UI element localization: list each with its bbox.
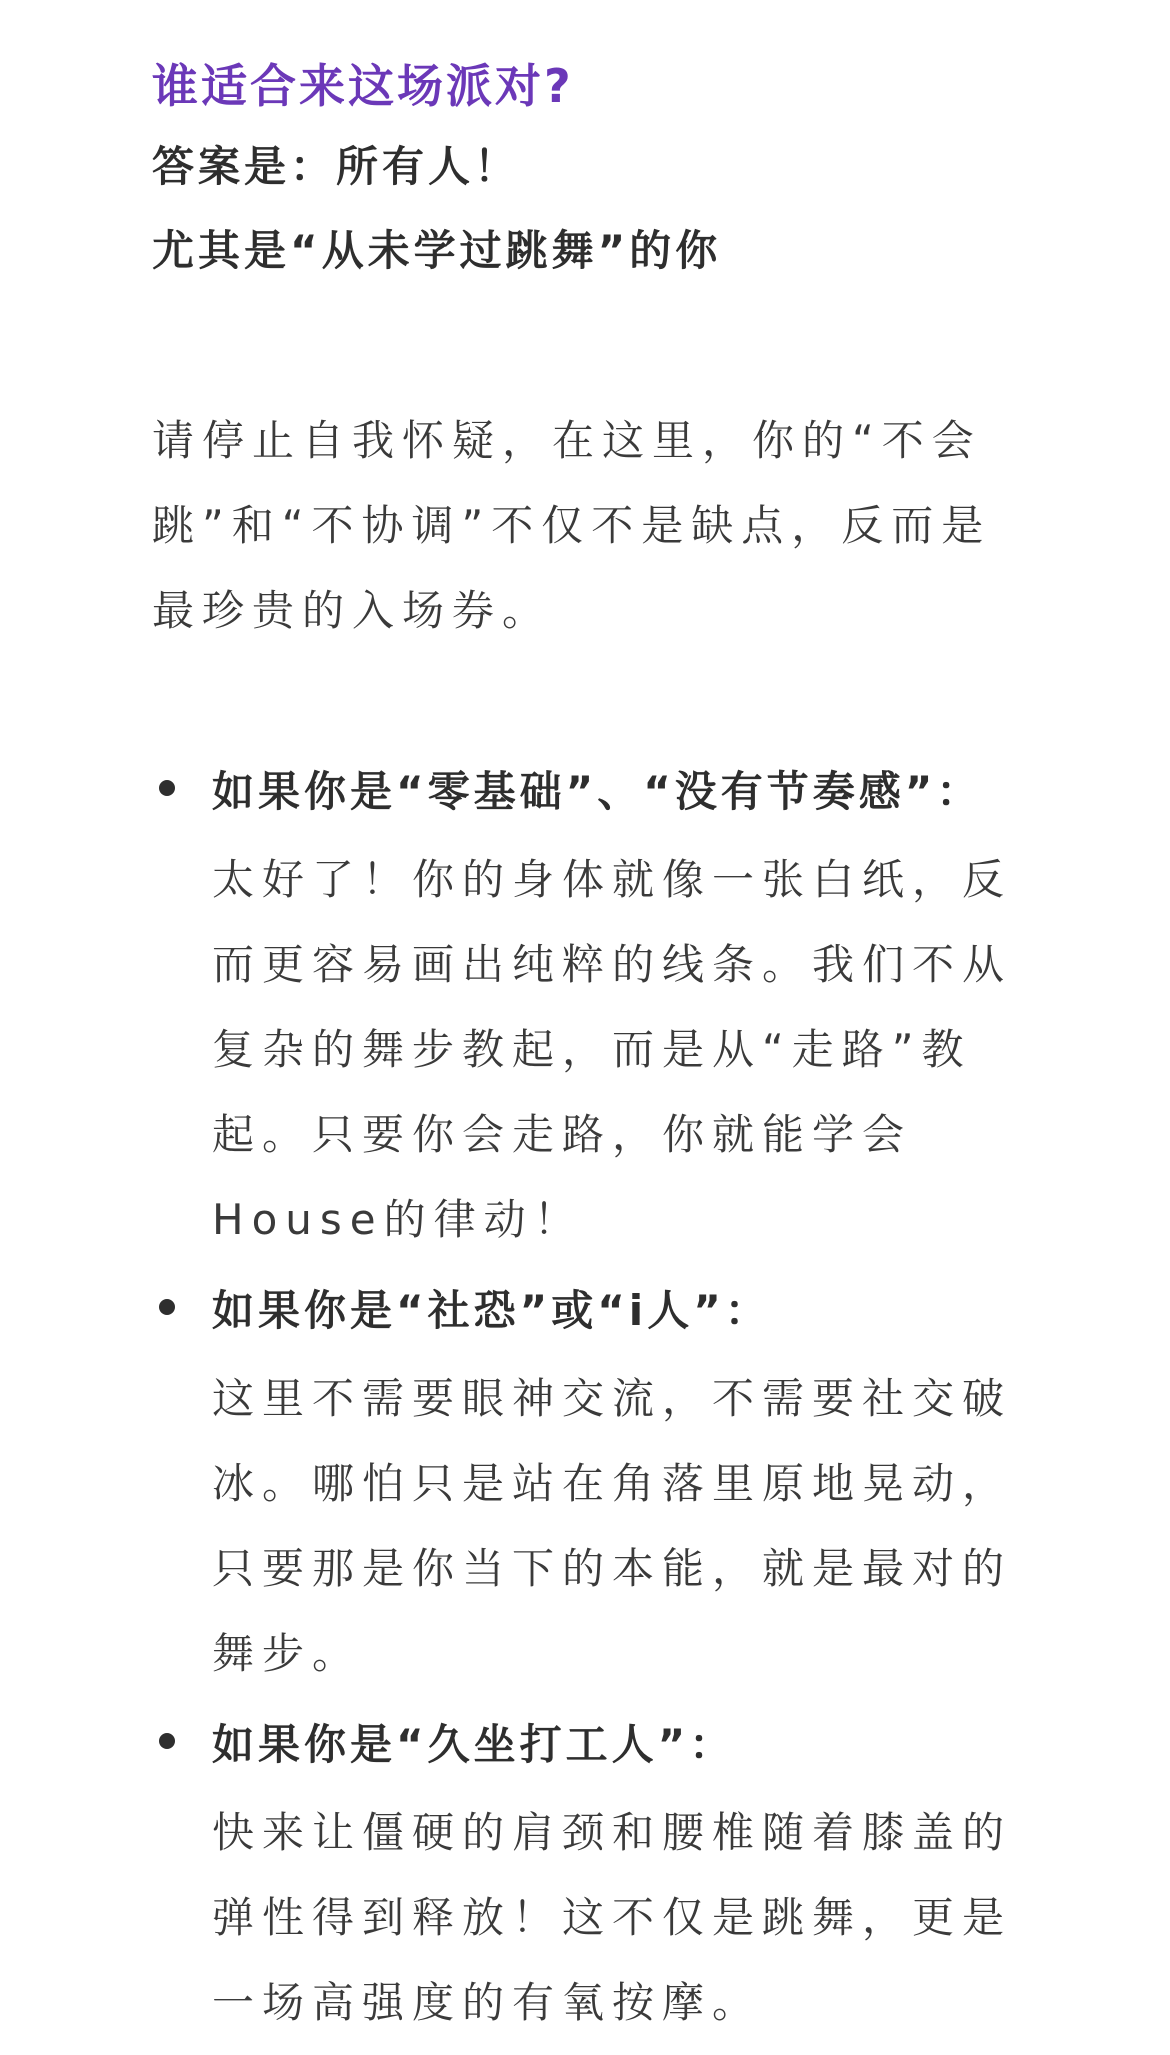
bullet-dot-icon [159, 780, 175, 796]
list-item-body: 太好了！你的身体就像一张白纸，反而更容易画出纯粹的线条。我们不从复杂的舞步教起，而是从“走路”教起。只要你会走路，你就能学会House的律动！ [212, 855, 1013, 1244]
section-heading: 谁适合来这场派对? [152, 59, 574, 113]
list-item [152, 753, 1024, 1262]
list-item-body: 这里不需要眼神交流，不需要社交破冰。哪怕只是站在角落里原地晃动，只要那是你当下的本能，就是最对的舞步。 [212, 1374, 1013, 1678]
audience-list [152, 753, 1024, 2045]
list-item [152, 1272, 1024, 1696]
bullet-dot-icon [159, 1733, 175, 1749]
intro-paragraph: 请停止自我怀疑，在这里，你的“不会跳”和“不协调”不仅不是缺点，反而是最珍贵的入场券。 [152, 416, 992, 635]
answer-line: 答案是：所有人！ [152, 142, 521, 191]
bullet-dot-icon [159, 1299, 175, 1315]
list-item-body: 快来让僵硬的肩颈和腰椎随着膝盖的弹性得到释放！这不仅是跳舞，更是一场高强度的有氧按摩。 [212, 1808, 1013, 2027]
list-item-title: 如果你是“久坐打工人”： [212, 1720, 736, 1769]
article [152, 54, 1024, 2055]
list-item-title: 如果你是“零基础”、“没有节奏感”： [212, 767, 983, 816]
list-item-title: 如果你是“社恐”或“i人”： [212, 1286, 771, 1335]
especially-line: 尤其是“从未学过跳舞”的你 [152, 226, 722, 275]
list-item [152, 1706, 1024, 2045]
